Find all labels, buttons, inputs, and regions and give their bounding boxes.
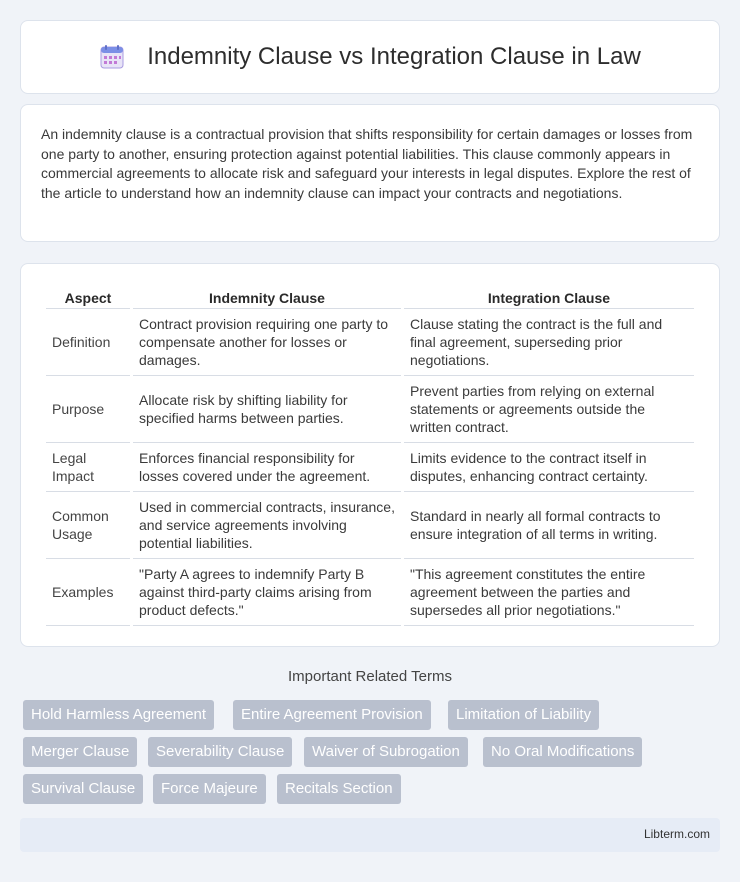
related-term-tag[interactable]: Severability Clause [148, 737, 292, 767]
row-integration: Limits evidence to the contract itself in disputes, enhancing contract certainty. [404, 443, 694, 492]
related-term-tag[interactable]: Recitals Section [277, 774, 401, 804]
row-integration: Clause stating the contract is the full and final agreement, superseding prior negotiations. [404, 309, 694, 376]
table-header-row [46, 284, 694, 309]
row-indemnity: Enforces financial responsibility for losses covered under the agreement. [133, 443, 401, 492]
table-row [46, 309, 694, 376]
table-row [46, 376, 694, 443]
row-aspect: Common Usage [46, 492, 130, 559]
row-integration: Standard in nearly all formal contracts to ensure integration of all terms in writing. [404, 492, 694, 559]
comparison-card [20, 263, 720, 647]
row-indemnity: Used in commercial contracts, insurance, and service agreements involving potential liabilities. [133, 492, 401, 559]
related-term-tag[interactable]: Limitation of Liability [448, 700, 599, 730]
row-integration: Prevent parties from relying on external statements or agreements outside the written contract. [404, 376, 694, 443]
related-term-tag[interactable]: Waiver of Subrogation [304, 737, 468, 767]
related-term-tag[interactable]: No Oral Modifications [483, 737, 642, 767]
row-aspect: Legal Impact [46, 443, 130, 492]
comparison-table [43, 284, 697, 626]
table-row [46, 559, 694, 626]
row-aspect: Purpose [46, 376, 130, 443]
related-term-tag[interactable]: Hold Harmless Agreement [23, 700, 214, 730]
header-indemnity: Indemnity Clause [133, 284, 401, 309]
page-title: Indemnity Clause vs Integration Clause in Law [147, 43, 641, 70]
related-term-tag[interactable]: Survival Clause [23, 774, 143, 804]
header-integration: Integration Clause [404, 284, 694, 309]
footer [20, 818, 720, 852]
related-term-tag[interactable]: Force Majeure [153, 774, 266, 804]
intro-card [20, 104, 720, 242]
calendar-icon [99, 44, 125, 70]
related-term-tag[interactable]: Merger Clause [23, 737, 137, 767]
row-indemnity: Allocate risk by shifting liability for specified harms between parties. [133, 376, 401, 443]
footer-site-link[interactable]: Libterm.com [643, 827, 710, 841]
header-aspect: Aspect [46, 284, 130, 309]
table-row [46, 443, 694, 492]
row-indemnity: Contract provision requiring one party to compensate another for losses or damages. [133, 309, 401, 376]
row-aspect: Definition [46, 309, 130, 376]
related-terms-title: Important Related Terms [288, 668, 452, 685]
row-integration: "This agreement constitutes the entire agreement between the parties and supersedes all prior negotiations." [404, 559, 694, 626]
row-indemnity: "Party A agrees to indemnify Party B against third-party claims arising from product defects." [133, 559, 401, 626]
intro-text: An indemnity clause is a contractual provision that shifts responsibility for certain damages or losses from one party to another, ensuring protection against potential liabilities. This clause commonly appears in commercial agreements to allocate risk and safeguard your interests in legal disputes. Explore the rest of the article to understand how an indemnity clause can impact your contracts and negotiations. [41, 126, 693, 201]
title-card [20, 20, 720, 94]
table-row [46, 492, 694, 559]
related-term-tag[interactable]: Entire Agreement Provision [233, 700, 431, 730]
row-aspect: Examples [46, 559, 130, 626]
